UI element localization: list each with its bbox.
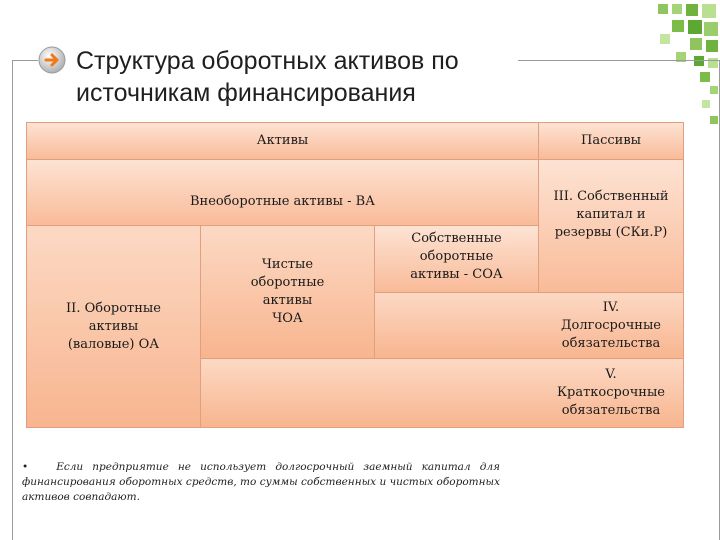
equity-label: III. Собственный капитал и резервы (СКи.Р) — [553, 189, 669, 240]
own-current-assets-label: Собственные оборотные активы - СОА — [410, 231, 503, 282]
liabilities-header-cell — [538, 122, 684, 160]
short-term-liabilities-cell — [200, 358, 684, 428]
decorative-squares — [590, 0, 720, 135]
page-title-line-2: источникам финансирования — [76, 78, 416, 107]
footnote — [22, 460, 500, 505]
assets-header-cell — [26, 122, 539, 160]
frame-line-left — [12, 60, 13, 540]
liabilities-header: Пассивы — [581, 133, 641, 148]
arrow-bullet-icon — [38, 46, 66, 74]
non-current-assets-label: Внеоборотные активы - ВА — [189, 193, 376, 209]
page-title-line-1: Структура оборотных активов по — [76, 46, 459, 75]
net-current-assets-cell — [200, 225, 375, 359]
footnote-text: Если предприятие не использует долгосрочный заемный капитал для финансирования оборотных средств, то суммы собственных и чистых оборотных активов совпадают. — [22, 461, 500, 503]
frame-line-top-right — [518, 60, 720, 61]
assets-header: Активы — [256, 133, 309, 148]
current-assets-label: II. Оборотные активы (валовые) ОА — [66, 300, 161, 352]
footnote-bullet: • — [22, 461, 29, 473]
non-current-assets-cell — [26, 159, 539, 226]
equity-cell — [538, 159, 684, 293]
frame-line-top — [12, 60, 38, 61]
own-current-assets-cell — [374, 225, 539, 293]
long-term-liabilities-label: IV. Долгосрочные обязательства — [560, 299, 662, 351]
short-term-liabilities-label: V. Краткосрочные обязательства — [556, 367, 665, 418]
current-assets-cell — [26, 225, 201, 428]
net-current-assets-label: Чистые оборотные активы ЧОА — [250, 257, 325, 326]
long-term-liabilities-cell — [374, 292, 684, 359]
page-title — [76, 45, 536, 109]
